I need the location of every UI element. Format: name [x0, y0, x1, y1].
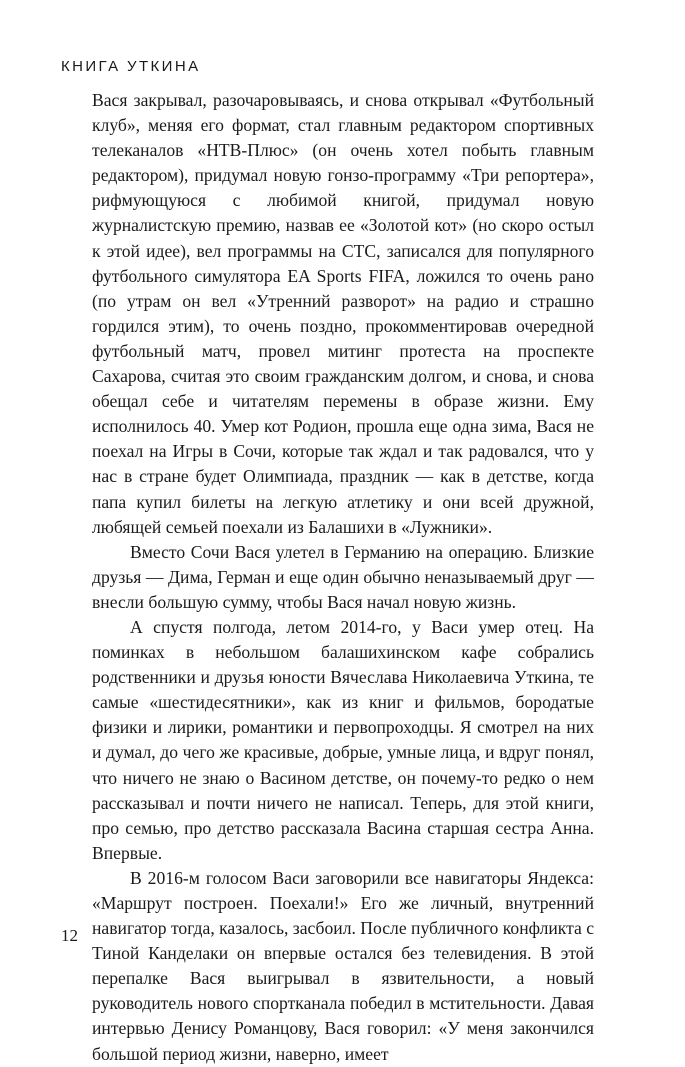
paragraph: В 2016-м голосом Васи заговорили все навигаторы Яндекса: «Маршрут построен. Поехали!» Его же личный, внутренний навигатор тогда, казалось, засбоил. После публичного конфликта с Тиной Канделаки он впервые остался без телевидения. В этой перепалке Вася выигрывал в язвительности, а новый руководитель нового спортканала победил в мстительности. Давая интервью Денису Романцову, Вася говорил: «У меня закончился большой период жизни, наверно, имеет [92, 867, 595, 1064]
paragraph: А спустя полгода, летом 2014-го, у Васи умер отец. На поминках в небольшом балашихинском кафе собрались родственники и друзья юности Вячеслава Николаевича Уткина, те самые «шестидесятники», как из книг и фильмов, бородатые физики и лирики, романтики и первопроходцы. Я смотрел на них и думал, до чего же красивые, добрые, умные лица, и вдруг понял, что ничего не знаю о Васином детстве, он почему-то редко о нем рассказывал и почти ничего не написал. Теперь, для этой книги, про семью, про детство рассказала Васина старшая сестра Анна. Впервые. [92, 616, 594, 863]
paragraph: Вася закрывал, разочаровываясь, и снова открывал «Футбольный клуб», меняя его формат, стал главным редактором спортивных телеканалов «НТВ-Плюс» (он очень хотел побыть главным редактором), придумал новую гонзо-программу «Три репортера», рифмующуюся с любимой книгой, придумал новую журналистскую премию, назвав ее «Золотой кот» (но скоро остыл к этой идее), вел программы на СТС, записался для популярного футбольного симулятора EA Sports FIFA, ложился то очень рано (по утрам он вел «Утренний разворот» на радио и страшно гордился этим), то очень поздно, прокомментировав очередной футбольный матч, провел митинг протеста на проспекте Сахарова, считая это своим гражданским долгом, и снова, и снова обещал себе и читателям перемены в образе жизни. Ему исполнилось 40. Умер кот Родион, прошла еще одна зима, Вася не поехал на Игры в Сочи, которые так ждал и так радовался, что у нас в стране будет Олимпиада, праздник — как в детстве, когда папа купил билеты на легкую атлетику и они всей дружной, любящей семьей поехали из Балашихи в «Лужники». [92, 90, 594, 537]
paragraph: Вместо Сочи Вася улетел в Германию на операцию. Близкие друзья — Дима, Герман и еще один обычно неназываемый друг — внесли большую сумму, чтобы Вася начал новую жизнь. [92, 541, 594, 612]
page-number: 12 [61, 926, 78, 945]
body-text [92, 88, 594, 1067]
running-head: КНИГА УТКИНА [61, 58, 201, 75]
